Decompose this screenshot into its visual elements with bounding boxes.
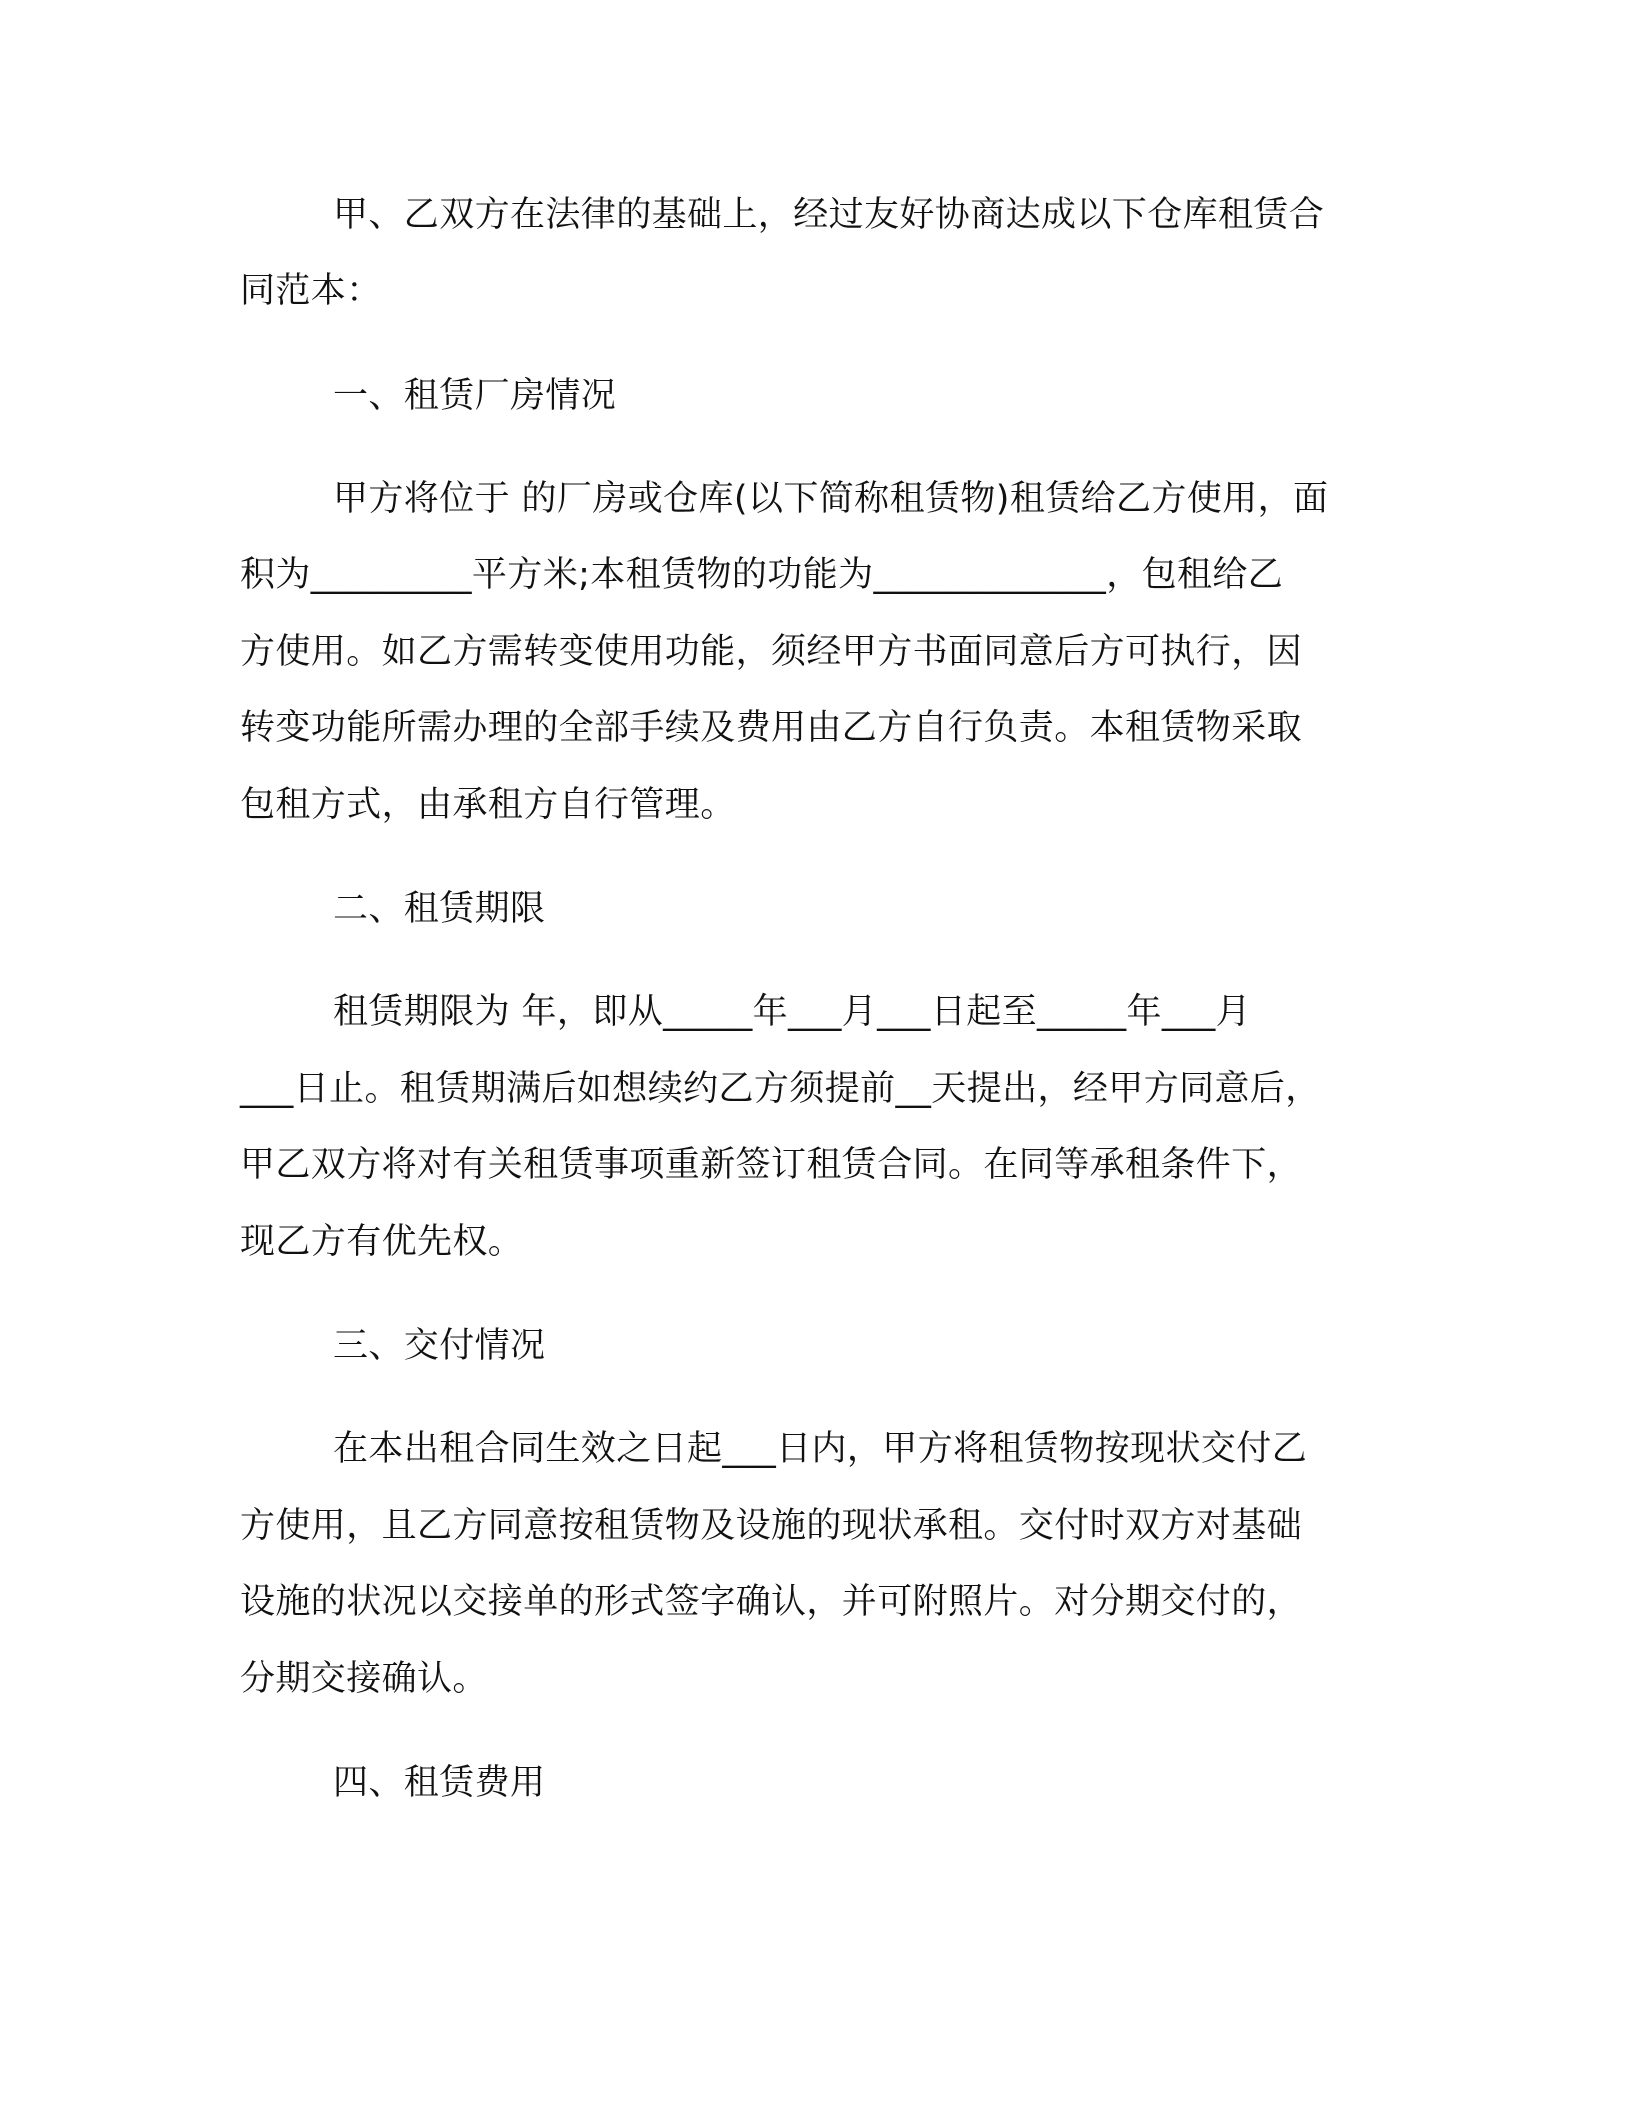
intro-line-1: 甲、乙双方在法律的基础上，经过友好协商达成以下仓库租赁合 — [333, 195, 1325, 235]
section-2-line-3: 甲乙双方将对有关租赁事项重新签订租赁合同。在同等承租条件下， — [240, 1145, 1303, 1185]
section-1-line-4: 转变功能所需办理的全部手续及费用由乙方自行负责。本租赁物采取 — [240, 708, 1303, 748]
section-3-line-1: 在本出租合同生效之日起___日内，甲方将租赁物按现状交付乙 — [333, 1429, 1308, 1469]
section-1-line-1: 甲方将位于 的厂房或仓库(以下简称租赁物)租赁给乙方使用，面 — [333, 479, 1329, 519]
section-2-line-4: 现乙方有优先权。 — [240, 1222, 524, 1262]
section-2-line-1: 租赁期限为 年，即从_____年___月___日起至_____年___月 — [333, 992, 1252, 1032]
section-heading-1: 一、租赁厂房情况 — [333, 376, 617, 416]
section-heading-4: 四、租赁费用 — [333, 1763, 546, 1803]
section-heading-2: 二、租赁期限 — [333, 889, 546, 929]
section-1-line-2: 积为_________平方米;本租赁物的功能为_____________，包租给乙 — [240, 555, 1284, 595]
section-1-line-5: 包租方式，由承租方自行管理。 — [240, 785, 736, 825]
intro-line-2: 同范本： — [240, 271, 382, 311]
section-2-line-2: ___日止。租赁期满后如想续约乙方须提前__天提出，经甲方同意后， — [240, 1069, 1321, 1109]
section-1-line-3: 方使用。如乙方需转变使用功能，须经甲方书面同意后方可执行，因 — [240, 632, 1303, 672]
section-heading-3: 三、交付情况 — [333, 1326, 546, 1366]
section-3-line-3: 设施的状况以交接单的形式签字确认，并可附照片。对分期交付的， — [240, 1582, 1303, 1622]
section-3-line-4: 分期交接确认。 — [240, 1659, 488, 1699]
section-3-line-2: 方使用，且乙方同意按租赁物及设施的现状承租。交付时双方对基础 — [240, 1506, 1303, 1546]
